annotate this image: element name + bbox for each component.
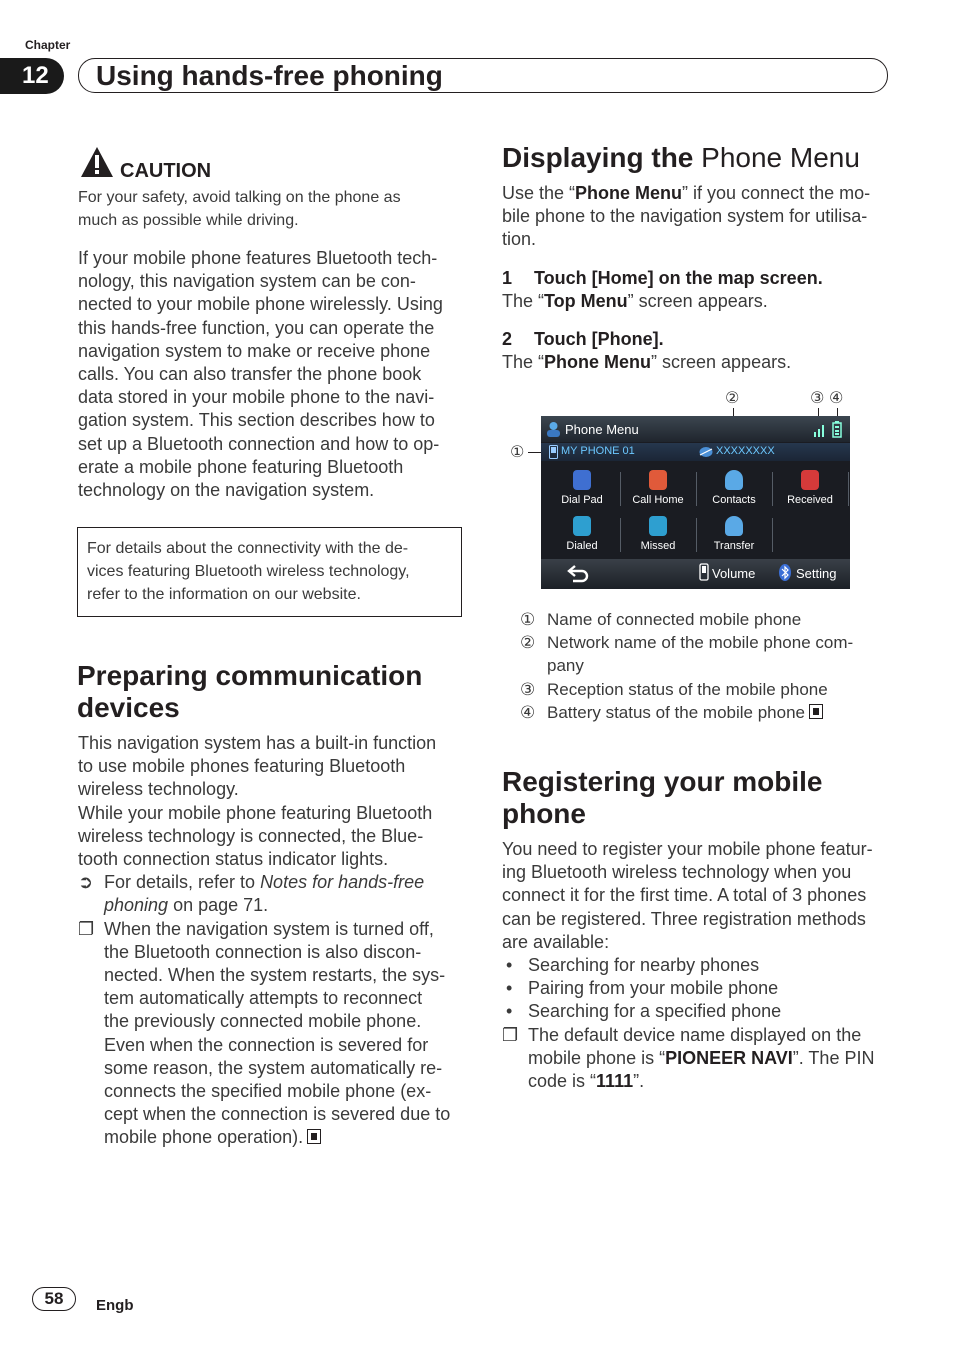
callout-4: ④ [829,390,844,407]
note-item: ❐ The default device name displayed on the mobile phone is “PIONEER NAVI”. The PIN code is “1111”. [502,1024,875,1092]
displaying-heading: Displaying the Phone Menu [502,142,860,173]
checkbox-note-icon: ❐ [78,918,95,939]
registering-heading: Registering your mobile phone [502,766,823,829]
caution-text: For your safety, avoid talking on the phone as much as possible while driving. [78,189,401,230]
mobile-phone-icon [549,445,558,459]
volume-phone-icon [699,563,709,581]
dialed-call-icon [573,516,591,536]
chapter-number-badge: 12 [0,58,64,94]
caution-label: CAUTION [120,160,212,182]
contacts-icon [725,470,743,490]
end-mark-icon [809,704,823,719]
list-item: • Searching for a specified phone [506,1001,782,1022]
network-name: XXXXXXXX [716,445,775,457]
tile-dial-pad[interactable]: Dial Pad [545,466,619,508]
language-code: Engb [96,1297,134,1314]
missed-call-icon [649,516,667,536]
battery-icon [832,421,842,438]
legend-item: ③ Reception status of the mobile phone [520,679,828,699]
home-call-icon [649,470,667,490]
bluetooth-icon [779,564,791,581]
page-number: 58 [32,1287,76,1311]
list-item: • Pairing from your mobile phone [506,978,779,999]
step-1-result: The “Top Menu” screen appears. [502,291,768,311]
connected-phone-name: MY PHONE 01 [561,445,635,457]
tile-contacts[interactable]: Contacts [697,466,771,508]
back-arrow-icon[interactable] [567,563,591,583]
tile-received[interactable]: Received [773,466,847,508]
step-2: 2 Touch [Phone]. [502,329,664,349]
network-icon [699,446,713,458]
legend-item: ④ Battery status of the mobile phone [520,701,853,724]
screen-title: Phone Menu [565,422,639,437]
callout-2: ② [725,390,740,407]
reference-item: ➲ For details, refer to Notes for hands-free phoning on page 71. [78,872,425,916]
info-box-text: For details about the connectivity with the de- vices featuring Bluetooth wireless technology, refer to the information on our website. [87,540,410,603]
signal-icon [813,422,827,437]
chapter-label: Chapter [25,38,71,52]
tile-call-home[interactable]: Call Home [621,466,695,508]
tile-missed[interactable]: Missed [621,512,695,554]
tile-dialed[interactable]: Dialed [545,512,619,554]
legend-item: ② Network name of the mobile phone com- [520,633,854,653]
received-call-icon [801,470,819,490]
tile-transfer[interactable]: Transfer [697,512,771,554]
volume-button[interactable]: Volume [712,566,756,581]
transfer-icon [725,516,743,536]
phone-menu-icon [545,421,562,438]
step-2-result: The “Phone Menu” screen appears. [502,352,792,372]
arrow-icon: ➲ [78,872,94,893]
checkbox-note-icon: ❐ [502,1024,519,1045]
step-1: 1 Touch [Home] on the map screen. [502,268,823,288]
callout-1: ① [510,444,525,461]
legend-item: ① Name of connected mobile phone [520,610,802,629]
list-item: • Searching for nearby phones [506,955,760,976]
registering-body: You need to register your mobile phone featur- ing Bluetooth wireless technology when you connect it for the first time. A total of 3 phones can be registered. Three registration methods are available: • Searching for nearby phones • Pairing from your mobile phone • Searching for a specified phone ❐ The default device name displayed on the mobile phone is “PIONEER NAVI”. The PIN code is “1111”. [502,838,902,1093]
note-item: ❐ When the navigation system is turned off, the Bluetooth connection is also discon- nected. When the system restarts, the sys- tem automatically attempts to reconnect the previously connected mobile phone. Even when the connection is severed for some reason, the system automatically re- connects the specified mobile phone (ex- cept when the connection is severed due to mobile phone operation). [78,918,451,1148]
callout-3: ③ [810,390,825,407]
preparing-body: This navigation system has a built-in function to use mobile phones featuring Bluetooth wireless technology. While your mobile phone featuring Bluetooth wireless technology is connected, the Blue- tooth connection status indicator lights. ➲ For details, refer to Notes for hands-free phoning on page 71. ❐ When the navigation system is turned off, the Bluetooth connection is also discon- nected. When the system restarts, the sys- tem automatically attempts to reconnect the previously connected mobile phone. Even when the connection is severed for some reason, the system automatically re- connects the specified mobile phone (ex- cept when the connection is severed due to mobile phone operation). [78,732,468,1150]
displaying-intro: Use the “Phone Menu” if you connect the mo- bile phone to the navigation system for utilisa- tion. [502,183,871,250]
warning-icon [80,146,114,178]
intro-paragraph: If your mobile phone features Bluetooth tech- nology, this navigation system can be con- nected to your mobile phone wirelessly. Using this hands-free function, you can operate the navigation system to make or receive phone calls. You can also transfer the phone book data stored in your mobile phone to the navi- gation system. This section describes how to set up a Bluetooth connection and how to op- erate a mobile phone featuring Bluetooth technology on the navigation system. [78,248,443,501]
preparing-heading: Preparing communication devices [77,660,423,723]
dial-pad-icon [573,470,591,490]
setting-button[interactable]: Setting [796,566,837,581]
chapter-title: Using hands-free phoning [96,60,443,91]
phone-menu-screenshot [541,416,850,589]
end-mark-icon [307,1129,321,1144]
screen-legend: ① Name of connected mobile phone ② Network name of the mobile phone com- pany ③ Reception status of the mobile phone ④ Battery status of the mobile phone [520,608,853,724]
